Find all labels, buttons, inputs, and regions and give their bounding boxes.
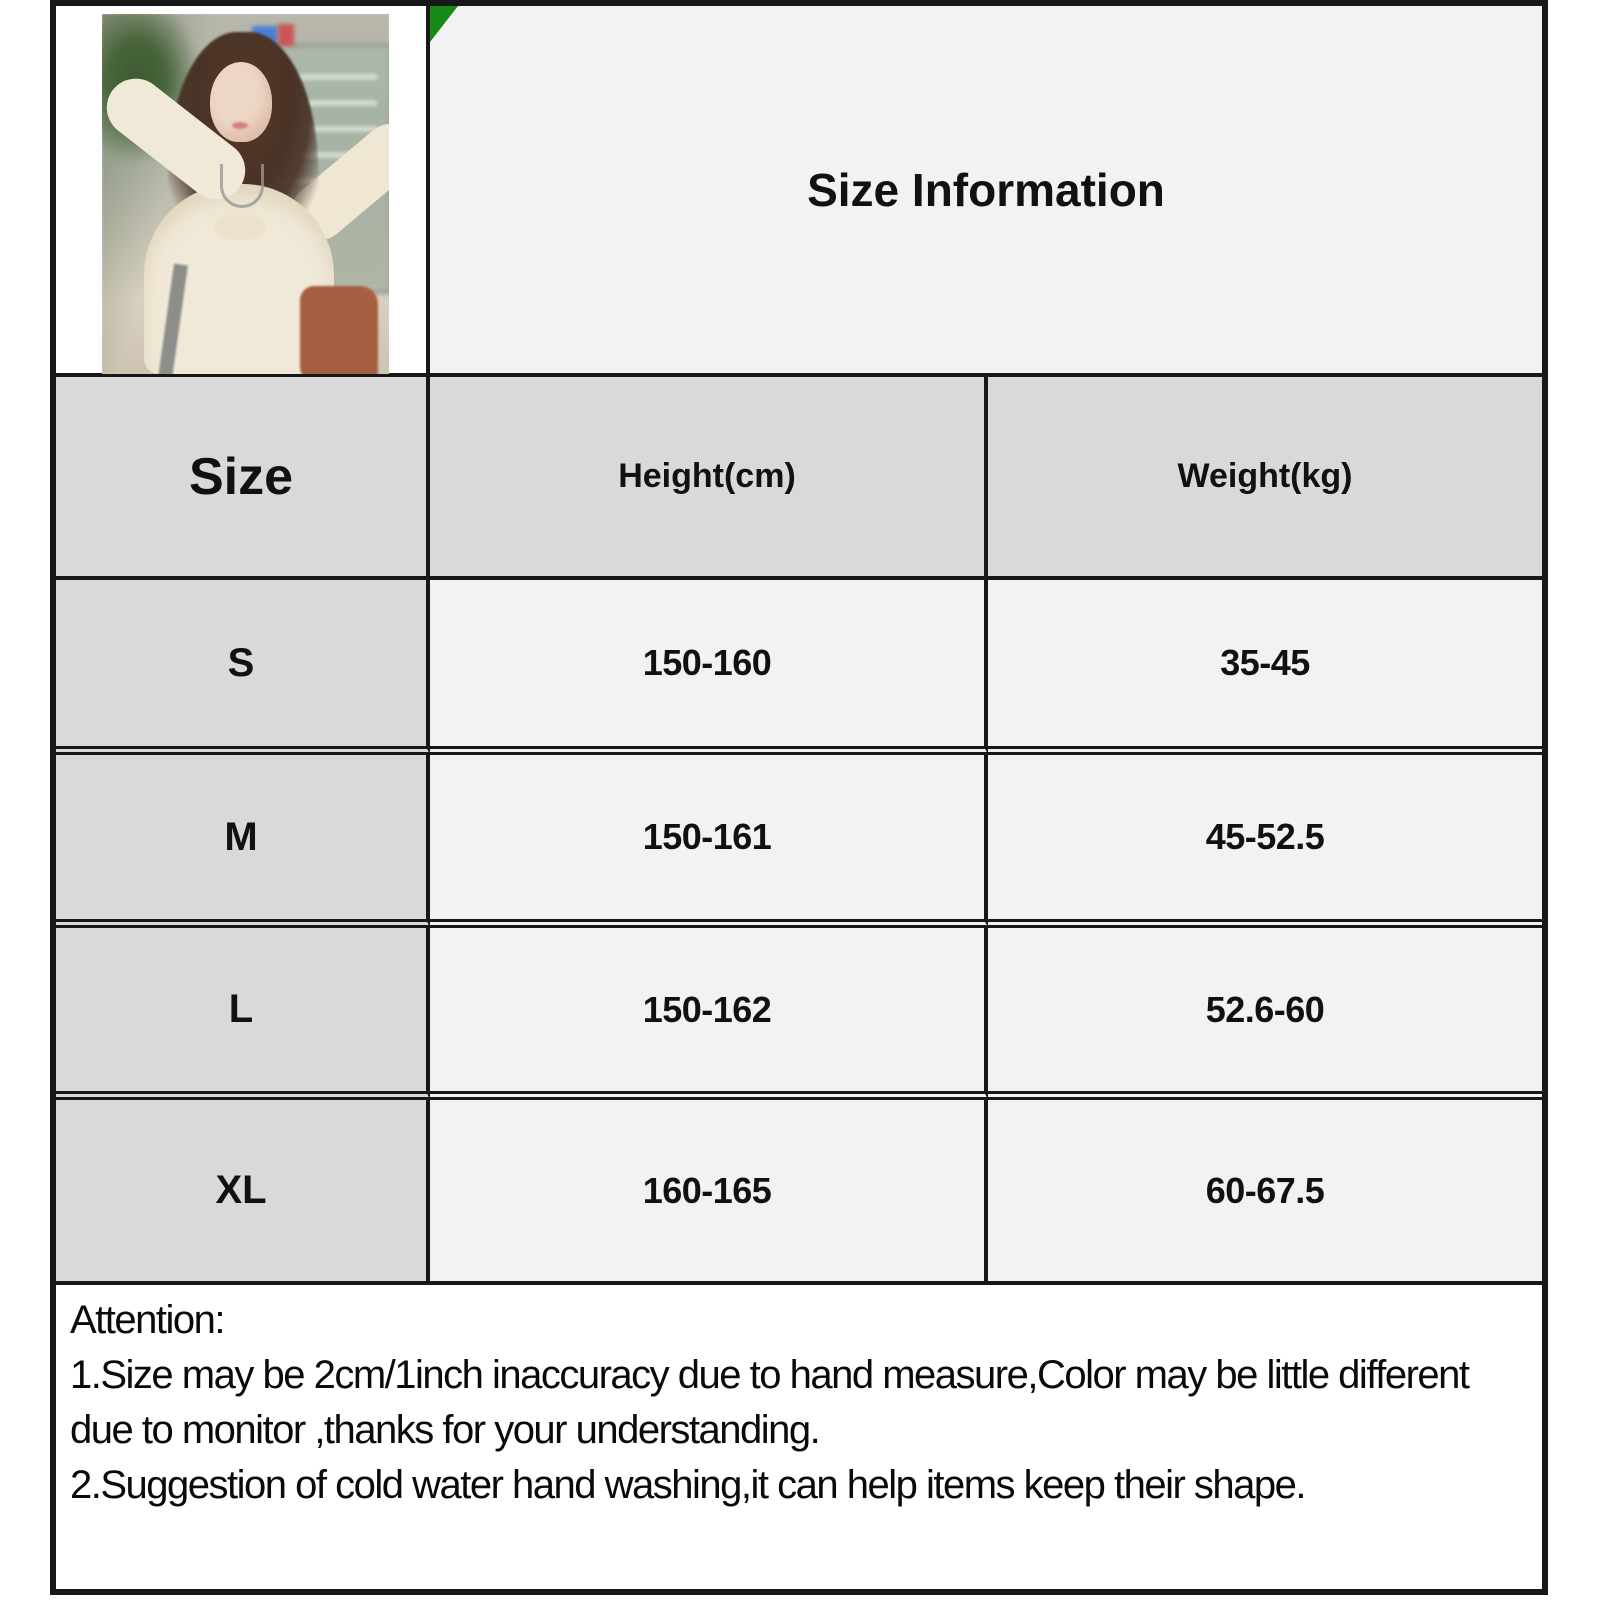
table-row-size-cell (56, 580, 430, 755)
height-value: 150-161 (642, 816, 772, 857)
photo-model-face (210, 62, 272, 142)
photo-brown-bag (300, 286, 378, 374)
header-size-label: Size (188, 447, 294, 506)
size-value: M (224, 814, 258, 859)
table-row-size-cell (56, 1100, 430, 1285)
header-size (56, 377, 430, 580)
attention-note-1: 1.Size may be 2cm/1inch inaccuracy due to hand measure,Color may be little different due to monitor ,thanks for your understanding. (70, 1353, 1469, 1452)
size-value: L (228, 987, 254, 1031)
photo-model-necklace (220, 164, 264, 208)
table-row-height-cell (430, 755, 988, 928)
weight-value: 60-67.5 (1205, 1169, 1325, 1211)
header-height-label: Height(cm) (618, 457, 796, 495)
size-value: S (227, 640, 255, 685)
size-chart-sheet (50, 0, 1548, 1595)
photo-model-lips (232, 122, 248, 129)
table-row-weight-cell (988, 755, 1542, 928)
header-weight-label: Weight(kg) (1177, 457, 1353, 495)
table-row-size-cell (56, 755, 430, 928)
table-row-weight-cell (988, 1100, 1542, 1285)
table-row-weight-cell (988, 928, 1542, 1100)
header-height (430, 377, 988, 580)
product-photo-cell (56, 6, 430, 377)
cell-corner-marker-icon (430, 6, 458, 42)
table-row-height-cell (430, 928, 988, 1100)
height-value: 150-162 (642, 988, 772, 1030)
page-title: Size Information (807, 163, 1165, 216)
photo-sweater-bow (214, 214, 266, 240)
size-value: XL (215, 1168, 267, 1212)
height-value: 160-165 (642, 1169, 772, 1211)
title-cell (430, 6, 1542, 377)
product-photo (102, 14, 389, 374)
table-row-weight-cell (988, 580, 1542, 755)
weight-value: 45-52.5 (1205, 816, 1325, 857)
height-value: 150-160 (642, 642, 772, 683)
photo-sign-red (278, 24, 294, 46)
weight-value: 35-45 (1220, 642, 1310, 683)
attention-box (56, 1285, 1542, 1589)
table-row-size-cell (56, 928, 430, 1100)
table-row-height-cell (430, 580, 988, 755)
attention-note-2: 2.Suggestion of cold water hand washing,it can help items keep their shape. (70, 1463, 1305, 1507)
weight-value: 52.6-60 (1205, 988, 1325, 1030)
attention-heading: Attention: (70, 1298, 225, 1342)
header-weight (988, 377, 1542, 580)
table-row-height-cell (430, 1100, 988, 1285)
